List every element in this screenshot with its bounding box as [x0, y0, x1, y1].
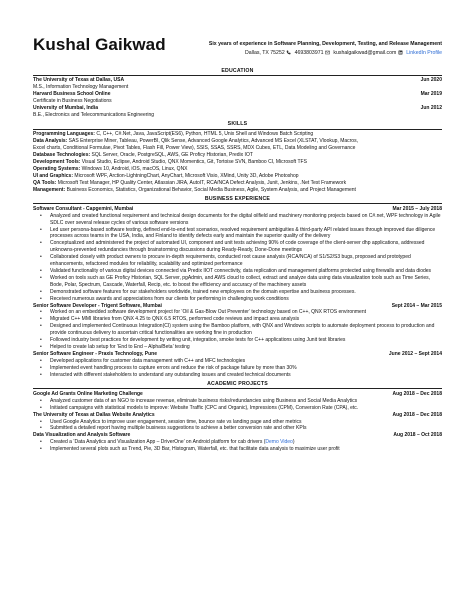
school-name: The University of Texas at Dallas, USA — [33, 77, 125, 84]
job-bullets — [33, 213, 442, 303]
projects-heading: ACADEMIC PROJECTS — [33, 381, 442, 389]
education-section — [33, 77, 442, 118]
bullet-item: • Analyzed customer data of an NGO to increase revenue, eliminate business risks/redundancies using Business and Social Media Analytics — [50, 398, 442, 405]
phone-icon — [286, 50, 291, 55]
phone: 4693803971 — [294, 50, 324, 56]
degree: Certificate in Business Negotiations — [33, 98, 112, 105]
bullet-item: • Interacted with different stakeholders to understand any outstanding issues and created technical documents — [50, 372, 442, 379]
education-heading: EDUCATION — [33, 68, 442, 76]
bullet-item: • Used Google Analytics to improve user engagement, session time, bounce rate vs landing page and other metrics — [50, 419, 442, 426]
job-date: June 2012 – Sept 2014 — [388, 350, 442, 357]
skill-line — [33, 187, 442, 194]
tagline: Six years of experience in Software Planning, Development, Testing, and Release Management — [208, 41, 442, 47]
project-name: The University of Texas at Dallas Website Analytics — [33, 411, 155, 418]
skill-label: Development Tools: — [33, 158, 81, 165]
project-date: Aug 2018 – Dec 2018 — [392, 390, 442, 397]
bullet-item: • Initiated campaigns with statistical models to improve: Website Traffic (CPC and Organic), Impressions (CPM), Conversion Rate (CPA), etc. — [50, 405, 442, 412]
school-name: University of Mumbai, India — [33, 105, 99, 112]
bullet-item: • Designed and implemented Continuous Integration(CI) system using the Bamboo platform, with QNX and Windows scripts to automate deployment process to production and provide continuous delivery to ascertain critical functionalities are working fine in production — [50, 323, 442, 337]
skill-label: UI and Graphics: — [33, 172, 74, 179]
job-date: Sept 2014 – Mar 2015 — [391, 302, 442, 309]
bullet-item: • Validated functionality of various digital devices connected via Predix IIOT connectivity, data replication and management platforms protected using firewalls and data diodes — [50, 268, 442, 275]
resume-body — [33, 65, 442, 453]
job-bullets — [33, 358, 442, 379]
bullet-item: • Demonstrated software features for our stakeholders worldwide, trained new employees on the domain expertise and business processes. — [50, 289, 442, 296]
bullet-item — [50, 439, 442, 446]
bullet-item: • Migrated C++ MMI libraries from QNX 4.25 to QNX 6.5 RTOS, performed code reviews and impact area analysis — [50, 316, 442, 323]
job-bullets — [33, 309, 442, 350]
linkedin-link[interactable]: LinkedIn Profile — [406, 50, 442, 56]
skill-value: SAS Enterprise Miner, Tableau, PowerBI, Qlik Sense, Advanced Google Analytics, Advanced MS Excel (XLSTAT, Vlookup, Macros, — [67, 138, 358, 145]
email[interactable]: kushalgaikwad@gmail.com — [333, 50, 397, 56]
skill-value: Visual Studio, Eclipse, Android Studio, QNX Momentics, Git, Tortoise SVN, Bamboo CI, Microsoft TFS — [80, 158, 307, 165]
skill-value: SQL Server, Oracle, PostgreSQL, AWS, GE Proficy Historian, Predix IOT — [90, 151, 253, 158]
experience-heading: BUSINESS EXPERIENCE — [33, 196, 442, 204]
project-bullets — [33, 439, 442, 453]
school-name: Harvard Business School Online — [33, 91, 111, 98]
skill-line — [33, 131, 442, 138]
bullet-item: • Received numerous awards and appreciations from our clients for performing in challenging work conditions — [50, 296, 442, 303]
skill-value: Microsoft WPF, Arction-LightningChart, AnyChart, Microsoft Visio, XMind, Unity 3D, Adobe Photoshop — [73, 172, 299, 179]
degree: M.S., Information Technology Management — [33, 84, 129, 91]
contact-line — [209, 49, 442, 58]
education-date: Mar 2019 — [420, 91, 442, 98]
project-name: Google Ad Grants Online Marketing Challenge — [33, 390, 143, 397]
degree: B.E., Electronics and Telecommunications Engineering — [33, 111, 155, 118]
skill-label: Data Analysis: — [33, 138, 68, 145]
skill-line — [33, 159, 442, 166]
skill-line — [33, 166, 442, 173]
job-role: Senior Software Developer - Trigent Software, Mumbai — [33, 302, 162, 309]
skill-line — [33, 145, 442, 152]
skill-value: Microsoft Test Manager, HP Quality Center, Atlassian JIRA, AutoIT, RCA/NCA Defect Analysis, Junit, Jenkins, .Net Test Framework — [56, 179, 347, 186]
email-icon — [325, 50, 330, 55]
project-date: Aug 2018 – Oct 2018 — [393, 432, 442, 439]
bullet-item: • Implemented event handling process to capture errors and reduce the risk of package failure by more than 30% — [50, 365, 442, 372]
education-date: Jun 2012 — [420, 105, 442, 112]
skill-line — [33, 180, 442, 187]
project-date: Aug 2018 – Dec 2018 — [392, 411, 442, 418]
skill-value: Excel charts, Conditional Formulae, Pivot Tables, Flash Fill, Power View), SSIS, SSAS, SSRS, MDX Cubes, ETL, Data Modeling and Governance — [33, 145, 356, 152]
bullet-item: • Implemented several plots such as Trend, Pie, 3D Bar, Histogram, Waterfall, etc. that facilitate data analysis to maximize user profit — [50, 446, 442, 453]
skills-section — [33, 131, 442, 193]
bullet-item: • Worked on tools such as GE Proficy Historian, SQL Server, pgAdmin, and AWS cloud to collect, extract and analyze data using data visualization tools such as Time Series, Bode, Polar, Spectrum, Cascade, Waterfall, Recip, etc. to boost the efficiency and accuracy of the machinery assets — [50, 275, 442, 289]
skill-label: QA Tools: — [33, 179, 57, 186]
bullet-item: • Led user persona-based software testing, defined end-to-end test scenarios, resolved requirement ambiguities & third-party API related issues through improved due diligence processes across teams in the USA, India, and Finland to identify defects early and maintain the superior quality of the delivery — [50, 227, 442, 241]
header-info — [209, 40, 442, 58]
project-bullets — [33, 398, 442, 412]
experience-section — [33, 206, 442, 379]
bullet-item: • Followed industry best practices for development by writing unit, integration, smoke tests for C++ applications using Junit test libraries — [50, 337, 442, 344]
bullet-item: • Analyzed and created functional requirement and technical design documents for the digital oilfield and machinery monitoring projects based on C#.net, WPF technology in Agile SDLC over several release cycles of various software versions — [50, 213, 442, 227]
skill-line — [33, 173, 442, 180]
bullet-text: Created a ‘Data Analytics and Visualization App – DriverOne’ on Android platform for cab drivers ( — [50, 439, 266, 446]
skills-heading: SKILLS — [33, 121, 442, 129]
bullet-item: • Collaborated closely with product owners to procure in-depth requirements, conducted root cause analysis (RCA/NCA) of S1/S2/S3 bugs, proposed and prototyped enhancements, refactored modules for reliability, scalability and optimized performance — [50, 254, 442, 268]
skill-label: Management: — [33, 186, 66, 193]
education-date: Jun 2020 — [420, 77, 442, 84]
skill-line — [33, 152, 442, 159]
skill-label: Database Technologies: — [33, 151, 91, 158]
bullet-item: • Helped to create lab setup for ‘End to End – Alpha/Beta’ testing — [50, 344, 442, 351]
skill-label: Programming Languages: — [33, 131, 95, 138]
location: Dallas, TX 75252 — [245, 50, 285, 56]
candidate-name: Kushal Gaikwad — [33, 35, 166, 54]
skill-label: Operating Systems: — [33, 165, 81, 172]
skill-line — [33, 138, 442, 145]
bullet-item: • Submitted a detailed report having multiple business suggestions to achieve a better conversion rate and other KPIs — [50, 425, 442, 432]
demo-video-link[interactable]: Demo Video — [265, 439, 293, 446]
project-name: Data Visualization and Analysis Software — [33, 432, 131, 439]
job-date: Mar 2015 – July 2018 — [392, 205, 442, 212]
project-bullets — [33, 419, 442, 433]
projects-section — [33, 391, 442, 453]
job-role: Software Consultant - Capgemini, Mumbai — [33, 205, 134, 212]
skill-value: C, C++, C#.Net, Java, JavaScript(ES6), Python, HTML 5, Unix Shell and Windows Batch Scripting — [94, 131, 314, 138]
bullet-item: • Conceptualized and administered the project of automated UI, component and unit tests achieving 90% of code coverage of the client-server dhp applications, addressed unknowns-prevented redundancies through brainstorming discussions during Ready-Ready, Done-Done meetings — [50, 240, 442, 254]
bullet-item: • Developed applications for customer data management with C++ and MFC technologies — [50, 358, 442, 365]
bullet-item: • Worked on an embedded software development project for ‘Oil & Gas-Blow Out Preventer’ technology based on C++, QNX RTOS environment — [50, 309, 442, 316]
linkedin-icon — [398, 50, 403, 55]
skill-value: Business Economics, Statistics, Organizational Behavior, Social Media Business, Agile, System Analysis, and Project Management — [65, 186, 356, 193]
job-role: Senior Software Engineer - Praxis Technology, Pune — [33, 350, 158, 357]
skill-value: Windows 10, Android, iOS, macOS, Linux, QNX — [80, 165, 188, 172]
bullet-text: ) — [292, 439, 295, 446]
